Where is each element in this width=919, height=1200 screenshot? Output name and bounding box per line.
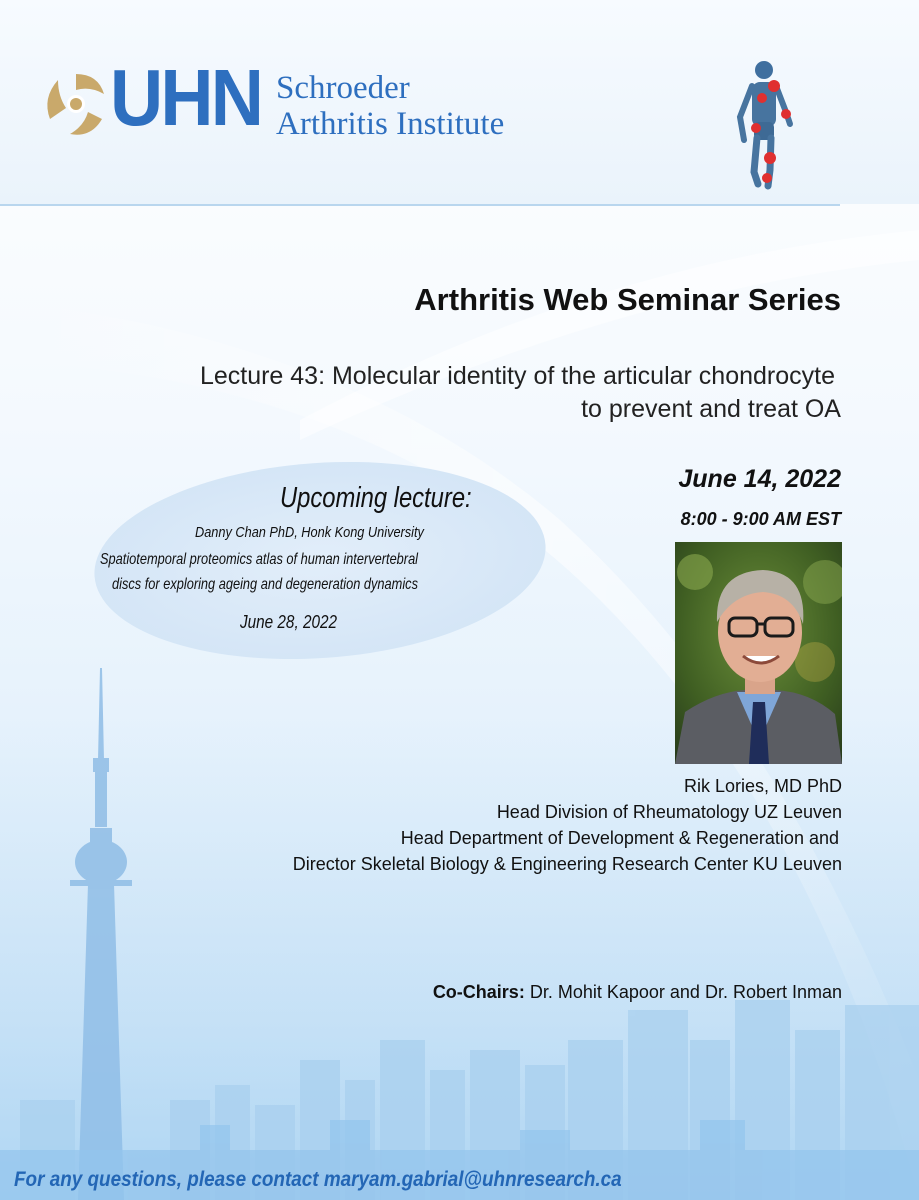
header-divider: [0, 204, 840, 206]
uhn-emblem-icon: [47, 74, 104, 135]
speaker-role-1: Head Division of Rheumatology UZ Leuven: [496, 802, 842, 822]
upcoming-lecture-heading: Upcoming lecture:: [280, 482, 472, 514]
speaker-photo: [675, 542, 842, 764]
speaker-role-3: Director Skeletal Biology & Engineering Research Center KU Leuven: [292, 854, 842, 874]
co-chairs-names: Dr. Mohit Kapoor and Dr. Robert Inman: [529, 982, 842, 1002]
event-time: 8:00 - 9:00 AM EST: [680, 509, 841, 529]
human-body-figure-icon: [740, 61, 791, 186]
series-title: Arthritis Web Seminar Series: [414, 282, 841, 317]
upcoming-lecture-date: June 28, 2022: [240, 612, 337, 632]
co-chairs: [433, 982, 842, 1003]
logo-uhn-wordmark: UHN: [110, 53, 262, 142]
upcoming-lecture-speaker: Danny Chan PhD, Honk Kong University: [195, 524, 424, 541]
speaker-role-2: Head Department of Development & Regeneration and: [400, 828, 839, 848]
logo-institute-line1: Schroeder: [276, 70, 410, 106]
contact-line: For any questions, please contact maryam.gabrial@uhnresearch.ca: [14, 1168, 622, 1191]
upcoming-lecture-title-line1: Spatiotemporal proteomics atlas of human intervertebral: [100, 551, 419, 568]
event-date: June 14, 2022: [678, 465, 841, 493]
logo-institute-line2: Arthritis Institute: [276, 106, 505, 142]
speaker-name: Rik Lories, MD PhD: [683, 776, 842, 796]
lecture-title-line2: to prevent and treat OA: [581, 395, 841, 423]
upcoming-lecture-title-line2: discs for exploring ageing and degeneration dynamics: [112, 576, 418, 593]
lecture-title-line1: Lecture 43: Molecular identity of the articular chondrocyte: [199, 362, 835, 390]
co-chairs-label: Co-Chairs:: [432, 982, 525, 1002]
